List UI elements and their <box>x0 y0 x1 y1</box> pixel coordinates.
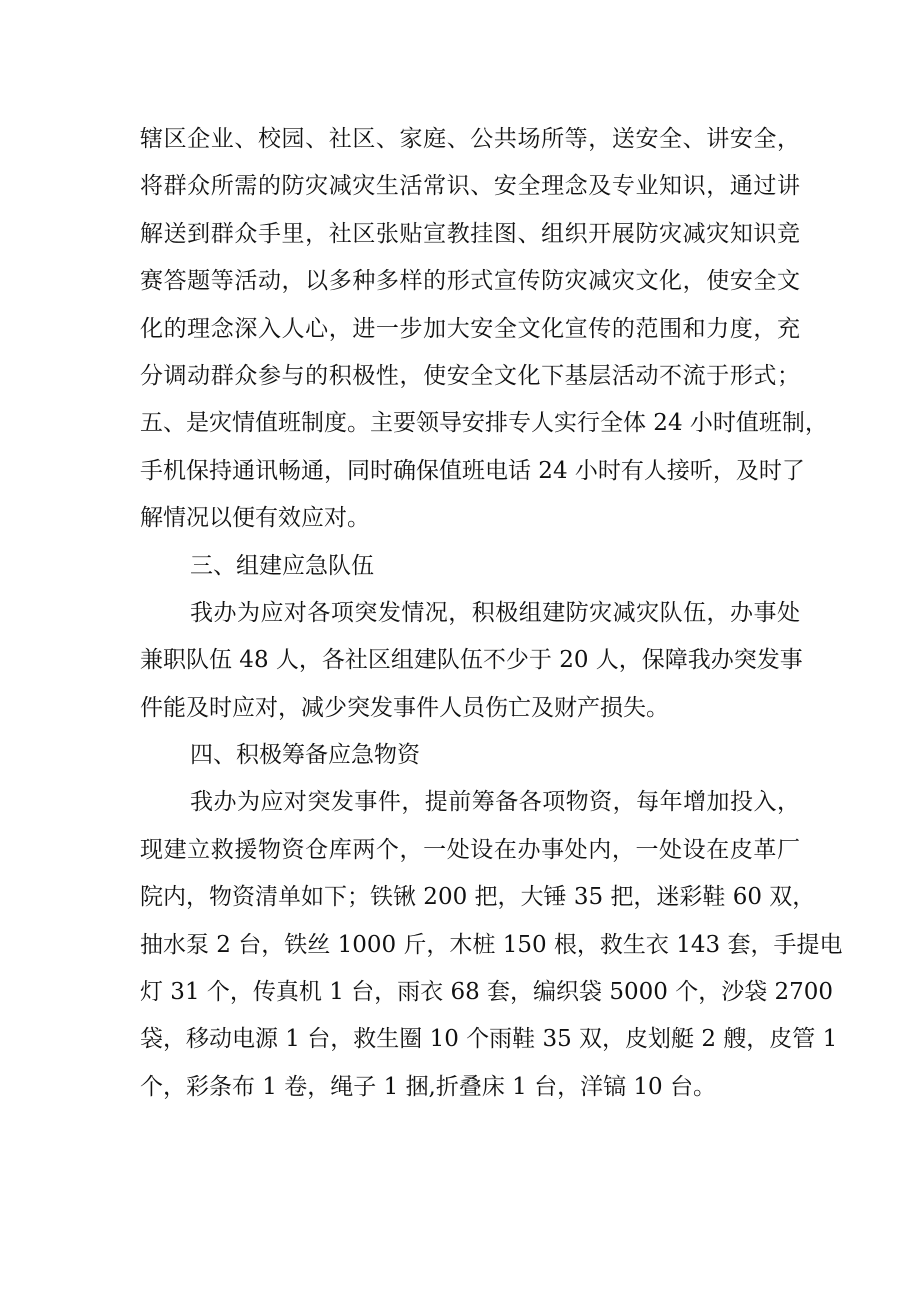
text-line: 辖区企业、校园、社区、家庭、公共场所等，送安全、讲安全， <box>140 126 800 152</box>
text-line: 解情况以便有效应对。 <box>140 505 370 532</box>
paragraph-emergency-team <box>140 590 803 732</box>
text-line: 化的理念深入人心，进一步加大安全文化宣传的范围和力度，充 <box>140 315 800 342</box>
paragraph-emergency-supplies <box>140 779 843 1111</box>
text-line: 抽水泵 2 台，铁丝 1000 斤，木桩 150 根，救生衣 143 套，手提电 <box>140 931 843 958</box>
section-heading-emergency-supplies: 四、积极筹备应急物资 <box>190 742 420 769</box>
text-line: 现建立救援物资仓库两个，一处设在办事处内，一处设在皮革厂 <box>140 836 800 863</box>
text-line: 院内，物资清单如下；铁锹 200 把，大锤 35 把，迷彩鞋 60 双， <box>140 884 816 911</box>
text-line: 我办为应对突发事件，提前筹备各项物资，每年增加投入， <box>190 789 800 816</box>
text-line: 件能及时应对，减少突发事件人员伤亡及财产损失。 <box>140 694 669 721</box>
section-heading-emergency-team: 三、组建应急队伍 <box>190 552 374 579</box>
text-line: 灯 31 个，传真机 1 台，雨衣 68 套，编织袋 5000 个，沙袋 2700 <box>140 979 834 1006</box>
text-line: 将群众所需的防灾减灾生活常识、安全理念及专业知识，通过讲 <box>140 173 800 200</box>
text-line: 五、是灾情值班制度。主要领导安排专人实行全体 24 小时值班制， <box>140 410 828 437</box>
paragraph-publicity-and-duty <box>140 116 828 543</box>
text-line: 手机保持通讯畅通，同时确保值班电话 24 小时有人接听，及时了 <box>140 457 805 484</box>
document-body <box>140 116 843 1111</box>
text-line: 解送到群众手里，社区张贴宣教挂图、组织开展防灾减灾知识竞 <box>140 220 800 247</box>
text-line: 个，彩条布 1 卷，绳子 1 捆,折叠床 1 台，洋镐 10 台。 <box>140 1073 716 1100</box>
text-line: 分调动群众参与的积极性，使安全文化下基层活动不流于形式； <box>140 362 800 389</box>
text-line: 兼职队伍 48 人，各社区组建队伍不少于 20 人，保障我办突发事 <box>140 647 803 674</box>
text-line: 袋，移动电源 1 台，救生圈 10 个雨鞋 35 双，皮划艇 2 艘，皮管 1 <box>140 1026 838 1053</box>
text-line: 赛答题等活动，以多种多样的形式宣传防灾减灾文化，使安全文 <box>140 268 800 295</box>
text-line: 我办为应对各项突发情况，积极组建防灾减灾队伍，办事处 <box>190 599 800 626</box>
